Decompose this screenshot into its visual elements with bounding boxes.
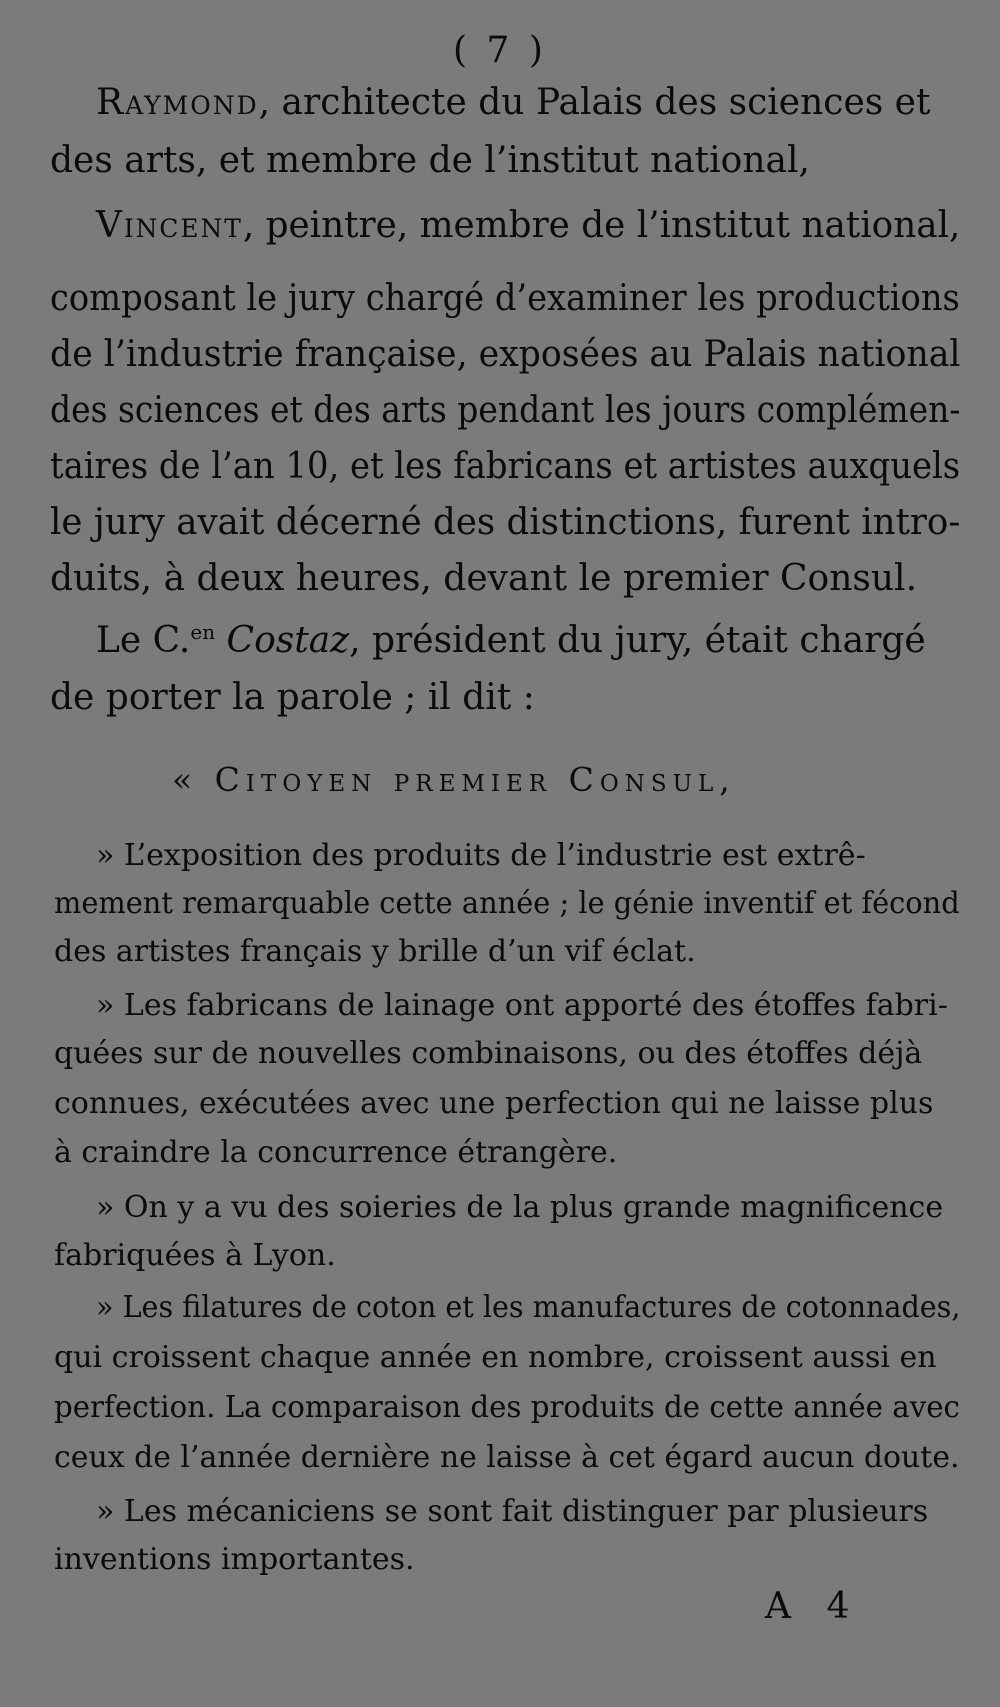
signature-mark: A 4	[765, 1586, 862, 1627]
speaker-intro	[96, 620, 926, 661]
speech-line: quées sur de nouvelles combinaisons, ou des étoffes déjà	[54, 1036, 923, 1071]
speech-line: ceux de l’année dernière ne laisse à cet égard aucun doute.	[54, 1440, 960, 1475]
speaker-name: Costaz	[226, 620, 350, 661]
speaker-prefix-sup: en	[190, 620, 216, 644]
composition-line: des sciences et des arts pendant les jours complémen-	[50, 390, 961, 431]
speaker-role: , président du jury, était chargé	[349, 620, 926, 661]
raymond-description-cont: des arts, et membre de l’institut national,	[50, 140, 810, 181]
speech-salutation: « Citoyen premier Consul,	[172, 760, 736, 799]
speech-line: perfection. La comparaison des produits de cette année avec	[54, 1390, 960, 1425]
raymond-description: , architecte du Palais des sciences et	[258, 82, 931, 123]
jury-member-vincent	[96, 205, 960, 246]
speech-line: à craindre la concurrence étrangère.	[54, 1135, 618, 1170]
speech-line: inventions importantes.	[54, 1542, 415, 1577]
composition-line: composant le jury chargé d’examiner les productions	[50, 278, 960, 319]
speech-line: mement remarquable cette année ; le génie inventif et fécond	[54, 886, 960, 921]
speech-line: » Les mécaniciens se sont fait distinguer par plusieurs	[96, 1494, 929, 1529]
speaker-intro-cont: de porter la parole ; il dit :	[50, 677, 535, 718]
vincent-name: Vincent	[96, 205, 243, 246]
page-number: ( 7 )	[453, 30, 547, 71]
raymond-name: Raymond	[96, 82, 259, 123]
composition-line: duits, à deux heures, devant le premier Consul.	[50, 558, 918, 599]
jury-member-raymond	[96, 82, 930, 123]
speech-line: fabriquées à Lyon.	[54, 1238, 336, 1273]
composition-line: de l’industrie française, exposées au Palais national	[50, 334, 961, 375]
speech-line: des artistes français y brille d’un vif éclat.	[54, 934, 696, 969]
speech-line: » Les filatures de coton et les manufactures de cotonnades,	[96, 1290, 961, 1325]
speech-line: connues, exécutées avec une perfection qui ne laisse plus	[54, 1086, 934, 1121]
speech-line: » On y a vu des soieries de la plus grande magnificence	[96, 1190, 944, 1225]
speaker-prefix: Le C.	[96, 620, 191, 661]
composition-line: le jury avait décerné des distinctions, furent intro-	[50, 502, 961, 543]
speech-line: » L’exposition des produits de l’industrie est extrê-	[96, 838, 866, 873]
speech-line: qui croissent chaque année en nombre, croissent aussi en	[54, 1340, 937, 1375]
vincent-description: , peintre, membre de l’institut national,	[242, 205, 961, 246]
speech-line: » Les fabricans de lainage ont apporté des étoffes fabri-	[96, 988, 948, 1023]
composition-line: taires de l’an 10, et les fabricans et artistes auxquels	[50, 446, 961, 487]
